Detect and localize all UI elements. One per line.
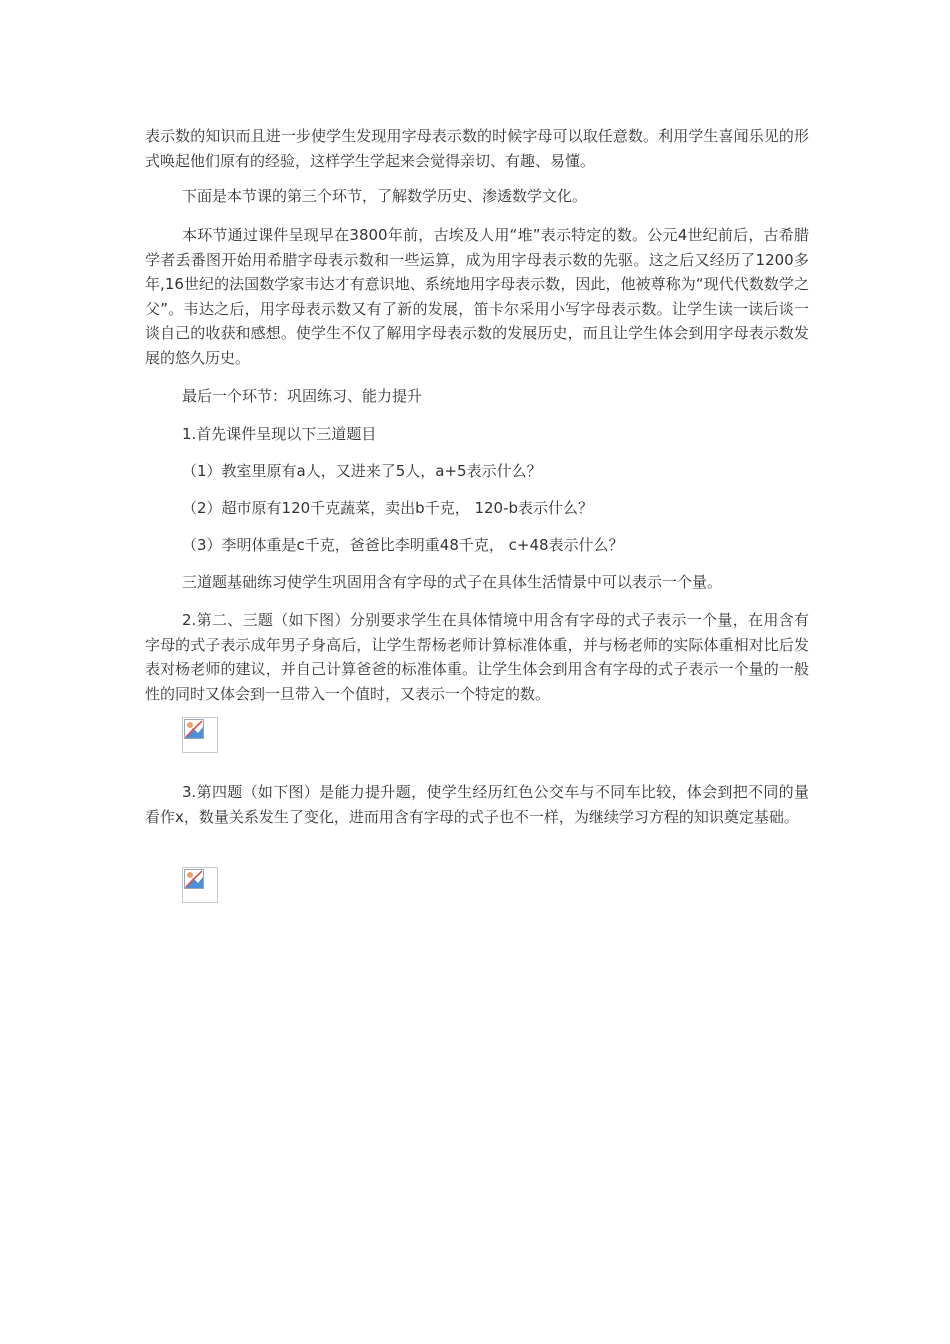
paragraph-8: 3.第四题（如下图）是能力提升题，使学生经历红色公交车与不同车比较，体会到把不同的量看作x，数量关系发生了变化，进而用含有字母的式子也不一样，为继续学习方程的知识奠定基础。 <box>145 783 809 826</box>
question-3: （3）李明体重是c千克，爸爸比李明重48千克， c+48表示什么？ <box>182 536 624 554</box>
figure-image-2 <box>182 867 218 903</box>
question-1: （1）教室里原有a人，又进来了5人，a+5表示什么？ <box>182 462 542 480</box>
broken-image-icon <box>184 869 204 889</box>
paragraph-5: 1.首先课件呈现以下三道题目 <box>182 425 377 443</box>
paragraph-4: 最后一个环节：巩固练习、能力提升 <box>182 387 423 405</box>
paragraph-1: 表示数的知识而且进一步使学生发现用字母表示数的时候字母可以取任意数。利用学生喜闻乐见的形式唤起他们原有的经验，这样学生学起来会觉得亲切、有趣、易懂。 <box>145 127 809 170</box>
paragraph-7: 2.第二、三题（如下图）分别要求学生在具体情境中用含有字母的式子表示一个量，在用含有字母的式子表示成年男子身高后，让学生帮杨老师计算标准体重，并与杨老师的实际体重相对比后发表对杨老师的建议，并自己计算爸爸的标准体重。让学生体会到用含有字母的式子表示一个量的一般性的同时又体会到一旦带入一个值时，又表示一个特定的数。 <box>145 611 809 703</box>
question-2: （2）超市原有120千克蔬菜，卖出b千克， 120-b表示什么？ <box>182 499 594 517</box>
figure-image-1 <box>182 717 218 753</box>
paragraph-6: 三道题基础练习使学生巩固用含有字母的式子在具体生活情景中可以表示一个量。 <box>182 573 723 591</box>
paragraph-3: 本环节通过课件呈现早在3800年前，古埃及人用“堆”表示特定的数。公元4世纪前后，古希腊学者丢番图开始用希腊字母表示数和一些运算，成为用字母表示数的先驱。这之后又经历了1200多年,16世纪的法国数学家韦达才有意识地、系统地用字母表示数，因此，他被尊称为“现代代数数学之父”。韦达之后，用字母表示数又有了新的发展，笛卡尔采用小写字母表示数。让学生读一读后谈一谈自己的收获和感想。使学生不仅了解用字母表示数的发展历史，而且让学生体会到用字母表示数发展的悠久历史。 <box>145 226 809 367</box>
paragraph-2: 下面是本节课的第三个环节，了解数学历史、渗透数学文化。 <box>182 187 588 205</box>
broken-image-icon <box>184 719 204 739</box>
